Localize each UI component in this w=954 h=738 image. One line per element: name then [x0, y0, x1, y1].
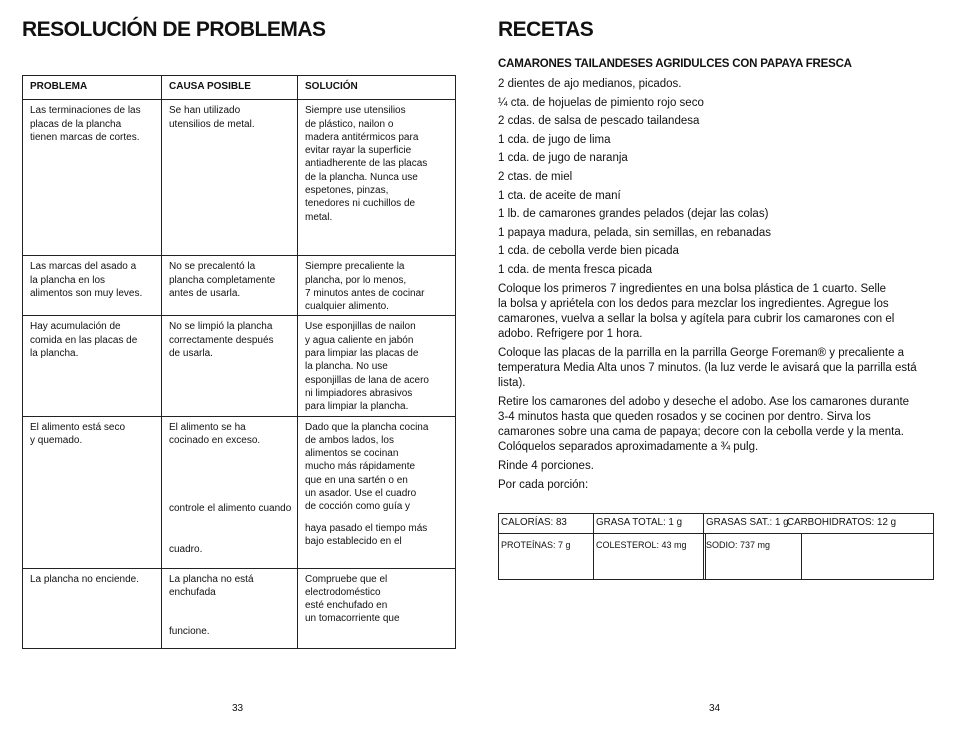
cause-cell — [162, 416, 298, 568]
problem-text: Las marcas del asado a la plancha en los alimentos son muy leves. — [30, 261, 143, 299]
ingredient-item: 2 dientes de ajo medianos, picados. — [498, 78, 682, 90]
cause-text: La plancha no está enchufada — [169, 573, 254, 598]
table-header-row — [23, 76, 456, 100]
cause-text: El alimento se ha cocinado en exceso. — [169, 421, 261, 446]
recipe-body — [498, 77, 923, 496]
table-row — [23, 416, 456, 568]
table-row — [23, 568, 456, 648]
ingredient-item: 1 cda. de jugo de lima — [498, 133, 611, 146]
recipe-step: Rinde 4 porciones. — [498, 459, 594, 472]
problem-text: Las terminaciones de las placas de la plancha tienen marcas de cortes. — [30, 105, 141, 143]
header-problem: PROBLEMA — [23, 76, 162, 100]
problem-text: El alimento está seco y quemado. — [30, 421, 126, 446]
cause-text: Se han utilizado utensilios de metal. — [169, 105, 255, 130]
column-divider — [703, 514, 704, 579]
page-number: 33 — [232, 703, 244, 714]
cause-text-extra: funcione. — [169, 626, 210, 638]
recipes-title: RECETAS — [498, 18, 594, 41]
recipe-step: Coloque las placas de la parrilla en la parrilla George Foreman® y precaliente a temperatura Media Alta unos 7 minutos. (la luz verde le avisará que la parrilla está lista). — [498, 346, 917, 390]
nutrition-row — [499, 514, 933, 534]
solution-text: Dado que la plancha cocina de ambos lados, los alimentos se cocinan mucho más rápidamente que en una sartén o en un asador. Use el cuadro de cocción como guía y — [305, 421, 429, 513]
cause-cell — [162, 316, 298, 416]
solution-cell — [298, 316, 456, 416]
calories-value: CALORÍAS: 83 — [501, 517, 567, 528]
troubleshooting-title: RESOLUCIÓN DE PROBLEMAS — [22, 18, 326, 41]
carbs-value: CARBOHIDRATOS: 12 g — [787, 517, 897, 528]
cause-text: No se limpió la plancha correctamente después de usarla. — [169, 321, 274, 360]
sodium-value: SODIO: 737 mg — [706, 540, 771, 550]
table-row — [23, 316, 456, 416]
ingredient-item: 1 cda. de menta fresca picada — [498, 263, 653, 276]
ingredient-item: 2 cdas. de salsa de pescado tailandesa — [498, 115, 700, 128]
protein-value: PROTEÍNAS: 7 g — [501, 540, 571, 550]
column-divider — [705, 534, 706, 579]
header-cause: CAUSA POSIBLE — [162, 76, 298, 100]
problem-text: Hay acumulación de comida en las placas de la plancha. — [30, 321, 138, 360]
solution-cell — [298, 100, 456, 256]
solution-text-extra: haya pasado el tiempo más bajo establecido en el — [305, 522, 428, 547]
ingredient-item: 1 cda. de cebolla verde bien picada — [498, 245, 679, 258]
solution-cell — [298, 568, 456, 648]
table-row — [23, 256, 456, 316]
troubleshooting-table — [22, 75, 456, 649]
solution-text: Siempre use utensilios de plástico, nailon o madera antitérmicos para evitar rayar la superficie antiadherente de las placas de la plancha. Nunca use espetones, pinzas, tenedores ni cuchillos de metal. — [305, 105, 428, 223]
ingredient-item: 1 cta. de aceite de maní — [498, 189, 621, 202]
cause-text: No se precalentó la plancha completamente antes de usarla. — [169, 261, 276, 299]
solution-text: Compruebe que el electrodoméstico esté enchufado en un tomacorriente que — [305, 573, 400, 625]
problem-cell — [23, 256, 162, 316]
cause-cell — [162, 568, 298, 648]
ingredient-item: 2 ctas. de miel — [498, 170, 573, 183]
nutrition-table — [498, 513, 934, 580]
recipe-title: CAMARONES TAILANDESES AGRIDULCES CON PAPAYA FRESCA — [498, 58, 852, 70]
solution-text: Siempre precaliente la plancha, por lo menos, 7 minutos antes de cocinar cualquier alimento. — [305, 261, 425, 313]
ingredient-item: ¼ cta. de hojuelas de pimiento rojo seco — [498, 96, 704, 109]
problem-cell — [23, 316, 162, 416]
recipe-step: Por cada porción: — [498, 478, 589, 491]
problem-text: La plancha no enciende. — [30, 573, 139, 585]
recipe-step: Coloque los primeros 7 ingredientes en una bolsa plástica de 1 cuarto. Selle la bolsa y apriétela con los dedos para mezclar los ingredientes. Agregue los camarones, vuelva a sellar la bolsa y agítela para cubrir los camarones con el adobo. Refrigere por 1 hora. — [498, 282, 895, 341]
cause-text-extra: controle el alimento cuando — [169, 503, 292, 515]
solution-cell — [298, 256, 456, 316]
sat-fat-value: GRASAS SAT.: 1 g — [706, 517, 789, 528]
header-solution: SOLUCIÓN — [298, 76, 456, 100]
problem-cell — [23, 568, 162, 648]
ingredient-item: 1 papaya madura, pelada, sin semillas, en rebanadas — [498, 226, 771, 239]
page-number: 34 — [709, 703, 721, 714]
column-divider — [801, 534, 802, 579]
ingredient-item: 1 cda. de jugo de naranja — [498, 152, 628, 165]
solution-cell — [298, 416, 456, 568]
total-fat-value: GRASA TOTAL: 1 g — [596, 517, 683, 528]
nutrition-row — [499, 534, 933, 579]
problem-cell — [23, 416, 162, 568]
cause-text-extra: cuadro. — [169, 544, 203, 556]
table-row — [23, 100, 456, 256]
solution-text: Use esponjillas de nailon y agua caliente en jabón para limpiar las placas de la plancha. No use esponjillas de lana de acero ni limpiadores abrasivos para limpiar la plancha. — [305, 321, 429, 413]
cholesterol-value: COLESTEROL: 43 mg — [596, 540, 687, 550]
column-divider — [593, 514, 594, 579]
cause-cell — [162, 256, 298, 316]
ingredient-item: 1 lb. de camarones grandes pelados (dejar las colas) — [498, 208, 769, 221]
cause-cell — [162, 100, 298, 256]
recipe-step: Retire los camarones del adobo y deseche el adobo. Ase los camarones durante 3-4 minutos hasta que queden rosados y se cocinen por dentro. Sirva los camarones sobre una cama de papaya; decore con la cebolla verde y la menta. Colóquelos separados aproximadamente a ¾ pulg. — [498, 395, 910, 454]
problem-cell — [23, 100, 162, 256]
